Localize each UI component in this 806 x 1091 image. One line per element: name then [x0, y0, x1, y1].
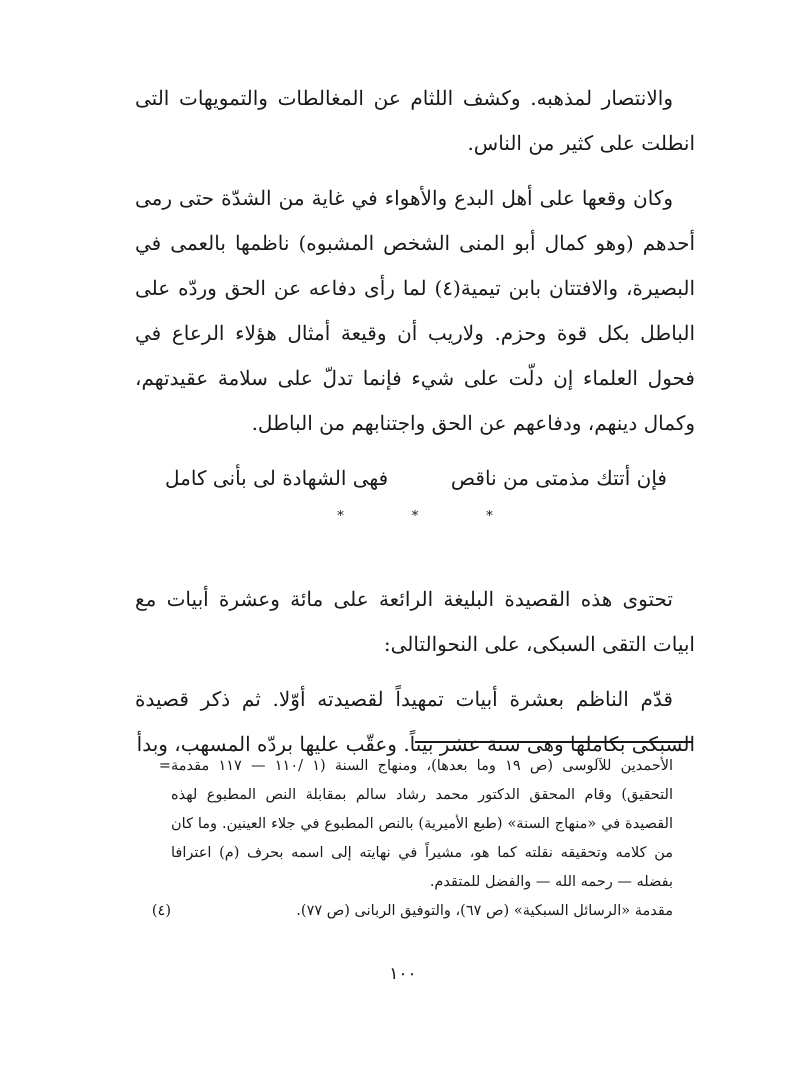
verse-second-hemistich: فهى الشهادة لى بأنى كامل [165, 466, 389, 490]
paragraph: تحتوى هذه القصيدة البليغة الرائعة على مائة وعشرة أبيات مع ابيات التقى السبكى، على النحوالتالى: [135, 587, 695, 656]
paragraph: والانتصار لمذهبه. وكشف اللثام عن المغالطات والتمويهات التى انطلت على كثير من الناس. [135, 86, 695, 155]
separator-star: * [411, 509, 419, 524]
separator-star: * [337, 509, 344, 524]
footnote-marker: = [158, 758, 171, 774]
separator-star: * [486, 509, 493, 524]
paragraph: قدّم الناظم بعشرة أبيات تمهيداً لقصيدته أوّلا. ثم ذكر قصيدة السبكى بكاملها وهى ستة عشر بيتاً. وعقّب عليها بردّه المسهب، وبدأ [135, 687, 695, 756]
verse-first-hemistich: فإن أتتك مذمتى من ناقص [450, 466, 667, 490]
paragraph: وكان وقعها على أهل البدع والأهواء في غاية من الشدّة حتى رمى أحدهم (وهو كمال أبو المنى الشخص المشبوه) ناظمها بالعمى في البصيرة، والافتتان بابن تيمية(٤) لما رأى دفاعه عن الحق وردّه على الباطل بكل قوة وحزم. ولاريب أن وقيعة أمثال هؤلاء الرعاع في فحول العلماء إن دلّت على شيء فإنما تدلّ على سلامة عقيدتهم، وكمال دينهم، ودفاعهم عن الحق واجتنابهم من الباطل. [135, 186, 695, 435]
page-number: ١٠٠ [389, 964, 417, 984]
section-separator [135, 507, 695, 527]
footnote [133, 897, 695, 926]
main-text [135, 76, 695, 767]
footnotes [133, 752, 695, 926]
footnote-marker: (٤) [151, 903, 171, 919]
footnote-divider [415, 741, 693, 743]
footnote-text: مقدمة «الرسائل السبكية» (ص ٦٧)، والتوفيق الربانى (ص ٧٧). [296, 903, 673, 919]
footnote [133, 752, 695, 897]
poetry-verse [135, 456, 695, 501]
footnote-text: الأحمدين للآلوسى (ص ١٩ وما بعدها)، ومنهاج السنة (١ /١١٠ — ١١٧ مقدمة التحقيق) وقام المحقق الدكتور محمد رشاد سالم بمقابلة النص المطبوع لهذه القصيدة في «منهاج السنة» (طبع الأميرية) بالنص المطبوع في جلاء العينين. وما كان من كلامه وتحقيقه نقلته كما هو، مشيراً في نهايته إلى اسمه بحرف (م) اعترافا بفضله — رحمه الله — والفضل للمتقدم. [171, 758, 673, 890]
